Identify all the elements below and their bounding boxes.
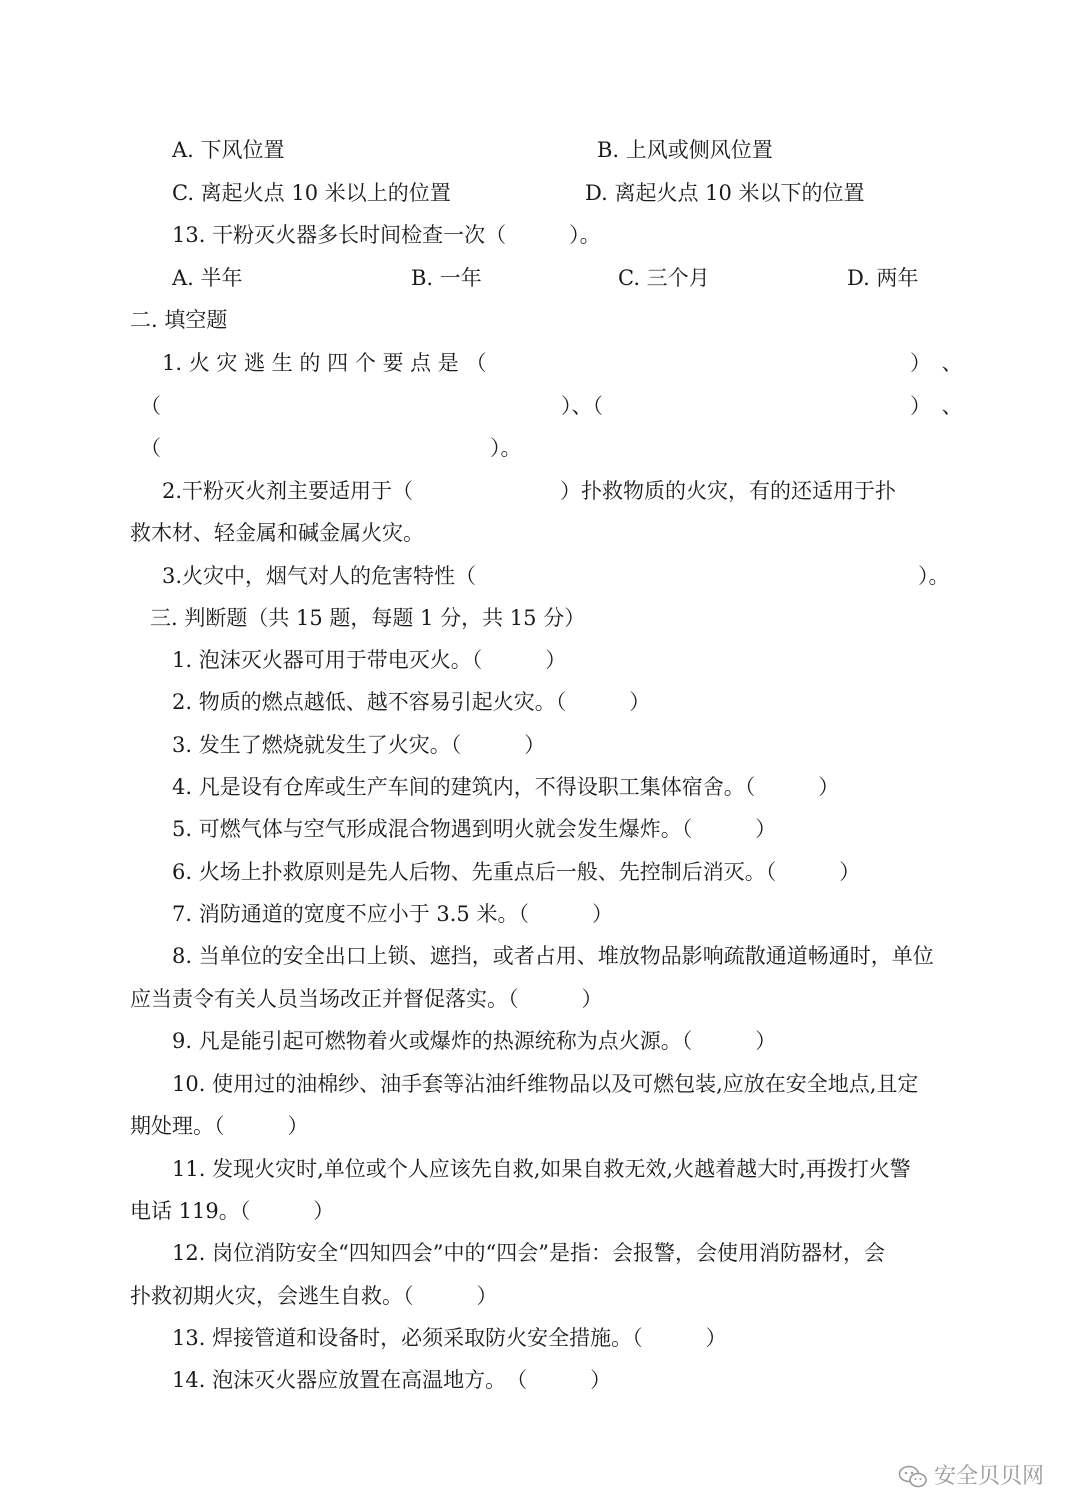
section3-title: 三. 判断题（共 15 题，每题 1 分，共 15 分） (150, 606, 586, 630)
fill-q1-line1: 1. 火 灾 逃 生 的 四 个 要 点 是 （ (162, 351, 487, 375)
q13-option-d: D. 两年 (847, 266, 919, 290)
q12-option-c: C. 离起火点 10 米以上的位置 (172, 181, 451, 205)
fill-q1-line3-end: ）。 (490, 436, 522, 460)
judge-item-10-line1: 10. 使用过的油棉纱、油手套等沾油纤维物品以及可燃包装,应放在安全地点,且定 (172, 1072, 919, 1096)
judge-item-8-line1: 8. 当单位的安全出口上锁、遮挡，或者占用、堆放物品影响疏散通道畅通时，单位 (172, 944, 934, 968)
fill-q1-line2-open: （ (140, 394, 161, 418)
judge-item-2: 2. 物质的燃点越低、越不容易引起火灾。（ ） (172, 690, 651, 714)
q12-option-a: A. 下风位置 (172, 138, 285, 162)
watermark-text: 安全贝贝网 (934, 1464, 1045, 1489)
fill-q3: 3.火灾中，烟气对人的危害特性（ (162, 564, 477, 588)
judge-item-6: 6. 火场上扑救原则是先人后物、先重点后一般、先控制后消灭。（ ） (172, 860, 861, 884)
judge-item-10-line2: 期处理。（ ） (130, 1114, 309, 1138)
judge-item-8-line2: 应当责令有关人员当场改正并督促落实。（ ） (130, 987, 603, 1011)
fill-q1-line2-mid: ）、（ (561, 394, 603, 418)
judge-item-3: 3. 发生了燃烧就发生了火灾。（ ） (172, 733, 546, 757)
fill-q3-end: ）。 (918, 564, 950, 588)
q13-option-c: C. 三个月 (618, 266, 710, 290)
section2-title: 二. 填空题 (130, 308, 228, 332)
judge-item-7: 7. 消防通道的宽度不应小于 3.5 米。（ ） (172, 902, 613, 926)
fill-q1-line3-open: （ (140, 436, 161, 460)
q13-option-a: A. 半年 (172, 266, 243, 290)
q13-option-b: B. 一年 (411, 266, 482, 290)
watermark (898, 1465, 1044, 1489)
judge-item-11-line1: 11. 发现火灾时,单位或个人应该先自救,如果自救无效,火越着越大时,再拨打火警 (172, 1157, 911, 1181)
judge-item-9: 9. 凡是能引起可燃物着火或爆炸的热源统称为点火源。（ ） (172, 1029, 777, 1053)
judge-item-4: 4. 凡是设有仓库或生产车间的建筑内，不得设职工集体宿舍。（ ） (172, 775, 840, 799)
judge-item-14: 14. 泡沫灭火器应放置在高温地方。 （ ） (172, 1368, 612, 1392)
judge-item-11-line2: 电话 119。（ ） (130, 1199, 335, 1223)
judge-item-12-line2: 扑救初期火灾，会逃生自救。（ ） (130, 1284, 498, 1308)
q12-option-d: D. 离起火点 10 米以下的位置 (585, 181, 865, 205)
q13-stem: 13. 干粉灭火器多长时间检查一次（ ）。 (172, 223, 601, 247)
judge-item-5: 5. 可燃气体与空气形成混合物遇到明火就会发生爆炸。（ ） (172, 817, 777, 841)
fill-q1-line1-end: ） 、 (910, 351, 963, 375)
judge-item-1: 1. 泡沫灭火器可用于带电灭火。（ ） (172, 648, 567, 672)
fill-q2-line2: 救木材、轻金属和碱金属火灾。 (130, 521, 424, 545)
fill-q2-line1: 2.干粉灭火剂主要适用于（ ）扑救物质的火灾，有的还适用于扑 (162, 479, 897, 503)
judge-item-13: 13. 焊接管道和设备时，必须采取防火安全措施。（ ） (172, 1326, 727, 1350)
fill-q1-line2-end: ） 、 (910, 394, 963, 418)
wechat-icon (898, 1465, 928, 1489)
judge-item-12-line1: 12. 岗位消防安全“四知四会”中的“四会”是指：会报警，会使用消防器材，会 (172, 1241, 886, 1265)
q12-option-b: B. 上风或侧风位置 (597, 138, 773, 162)
